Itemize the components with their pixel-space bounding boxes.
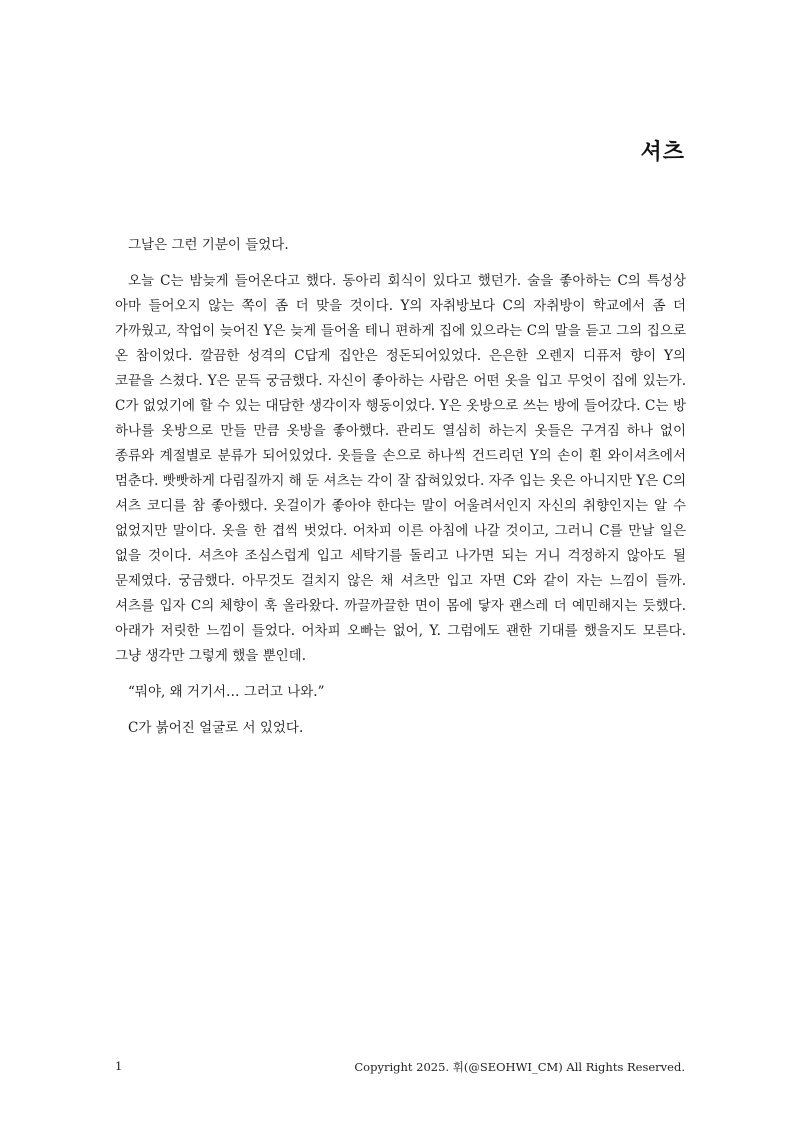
paragraph-2: 오늘 C는 밤늦게 들어온다고 했다. 동아리 회식이 있다고 했던가. 술을 좋아하는 C의 특성상 아마 들어오지 않는 쪽이 좀 더 맞을 것이다. Y의 자취방보다 C의 자취방이 학교에서 좀 더 가까웠고, 작업이 늦어진 Y은 늦게 들어올 테니 편하게 집에 있으라는 C의 말을 듣고 그의 집으로 온 참이었다. 깔끔한 성격의 C답게 집안은 정돈되어있었다. 은은한 오렌지 디퓨저 향이 Y의 코끝을 스쳤다. Y은 문득 궁금했다. 자신이 좋아하는 사람은 어떤 옷을 입고 무엇이 집에 있는가. C가 없었기에 할 수 있는 대담한 생각이자 행동이었다. Y은 옷방으로 쓰는 방에 들어갔다. C는 방 하나를 옷방으로 만들 만큼 옷방을 좋아했다. 관리도 열심히 하는지 옷들은 구겨짐 하나 없이 종류와 계절별로 분류가 되어있었다. 옷들을 손으로 하나씩 건드리던 Y의 손이 흰 와이셔츠에서 멈춘다. 빳빳하게 다림질까지 해 둔 셔츠는 각이 잘 잡혀있었다. 자주 입는 옷은 아니지만 Y은 C의 셔츠 코디를 참 좋아했다. 옷걸이가 좋아야 한다는 말이 어울려서인지 자신의 취향인지는 알 수 없었지만 말이다. 옷을 한 겹씩 벗었다. 어차피 이른 아침에 나갈 것이고, 그러니 C를 만날 일은 없을 것이다. 셔츠야 조심스럽게 입고 세탁기를 돌리고 나가면 되는 거니 걱정하지 않아도 될 문제였다. 궁금했다. 아무것도 걸치지 않은 채 셔츠만 입고 자면 C와 같이 자는 느낌이 들까. 셔츠를 입자 C의 체향이 훅 올라왔다. 까끌까끌한 면이 몸에 닿자 괜스레 더 예민해지는 듯했다. 아래가 저릿한 느낌이 들었다. 어차피 오빠는 없어, Y. 그럼에도 괜한 기대를 했을지도 모른다. 그냥 생각만 그렇게 했을 뿐인데. bbox=[115, 273, 686, 664]
paragraph-4: C가 붉어진 얼굴로 서 있었다. bbox=[128, 720, 304, 736]
page-footer bbox=[115, 1059, 685, 1075]
page-number: 1 bbox=[115, 1059, 123, 1073]
page-title: 셔츠 bbox=[640, 140, 685, 165]
paragraph-3: “뭐야, 왜 거기서… 그러고 나와.” bbox=[128, 684, 325, 700]
paragraph-1: 그날은 그런 기분이 들었다. bbox=[128, 237, 289, 253]
body-text bbox=[115, 233, 686, 752]
copyright-notice: Copyright 2025. 휘(@SEOHWI_CM) All Rights Reserved. bbox=[354, 1060, 685, 1074]
